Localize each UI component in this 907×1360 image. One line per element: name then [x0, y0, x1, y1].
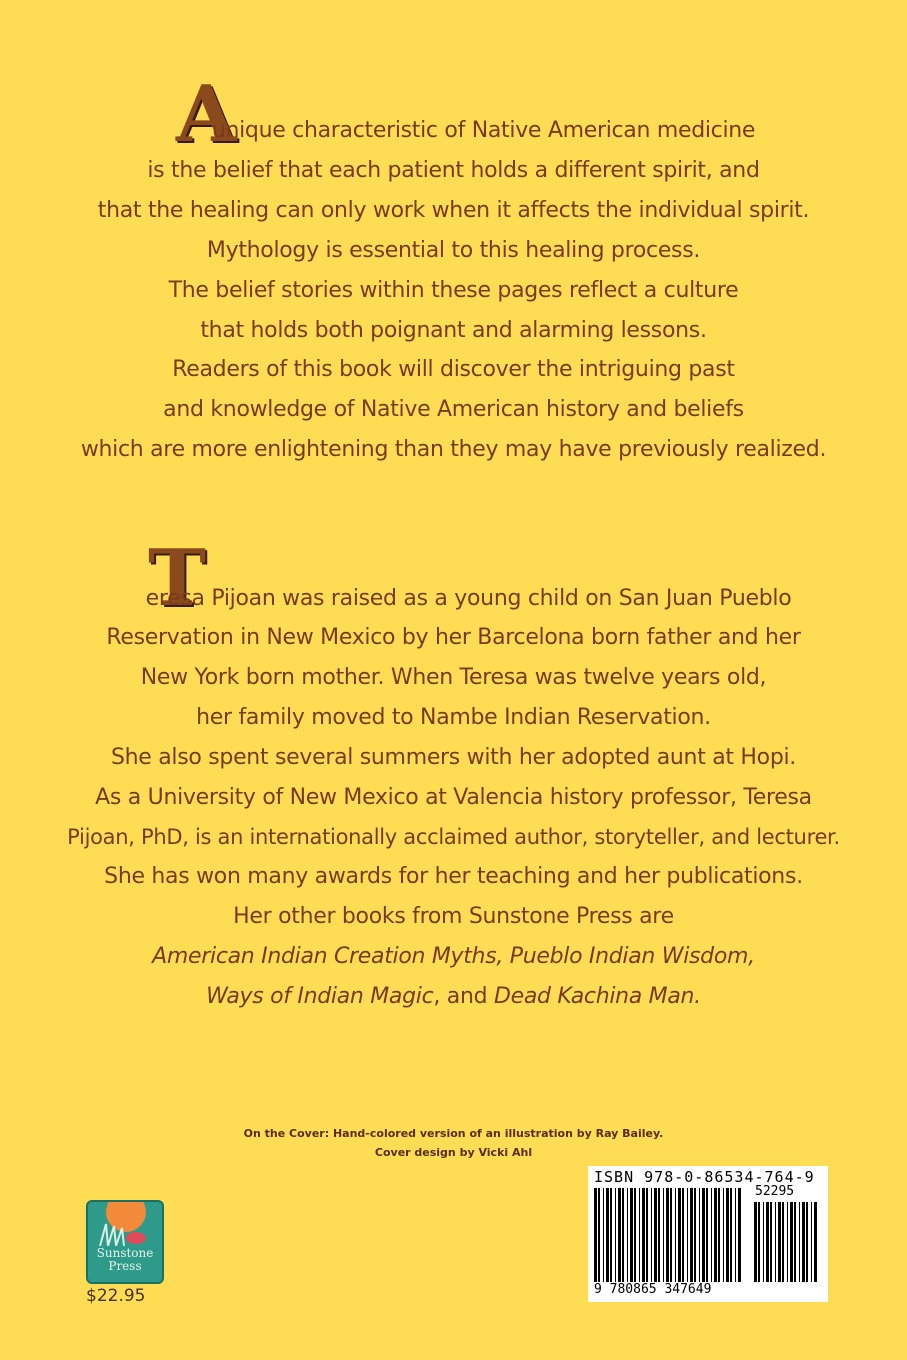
barcode-bar: [663, 1188, 664, 1282]
bio-line-1: eresa Pijoan was raised as a young child on San Juan Pueblo: [145, 586, 792, 611]
barcode-bar: [627, 1188, 628, 1282]
barcode-bar: [790, 1202, 793, 1282]
books-line-2: [0, 983, 907, 1011]
barcode-bar: [763, 1202, 764, 1282]
barcode-bar: [714, 1188, 717, 1282]
barcode-bar: [718, 1188, 720, 1282]
bio-line-9: Her other books from Sunstone Press are: [233, 904, 674, 929]
blurb-line-7: Readers of this book will discover the intriguing past: [172, 357, 735, 382]
bio-line-6: As a University of New Mexico at Valencia history professor, Teresa: [95, 785, 812, 810]
barcode-addon-number: 52295: [755, 1184, 795, 1199]
barcode-bar: [618, 1188, 621, 1282]
ean-number: 9 780865 347649: [594, 1282, 712, 1297]
barcode-bar: [794, 1202, 796, 1282]
barcode-bar: [735, 1188, 736, 1282]
blurb-line-2: is the belief that each patient holds a different spirit, and: [147, 158, 760, 183]
barcode-bar: [694, 1188, 696, 1282]
barcode-bar: [690, 1188, 693, 1282]
bio-dropcap: T: [148, 533, 207, 624]
barcode-bar: [598, 1188, 600, 1282]
blurb-line-5: The belief stories within these pages reflect a culture: [168, 278, 739, 303]
barcode-bar: [642, 1188, 645, 1282]
book-title-kachina: Dead Kachina Man.: [493, 984, 701, 1009]
barcode-bar: [687, 1188, 688, 1282]
bio-line-2: Reservation in New Mexico by her Barcelona born father and her: [106, 625, 801, 650]
barcode-bar: [666, 1188, 669, 1282]
barcode-bar: [651, 1188, 652, 1282]
barcode-addon-bars: [754, 1202, 820, 1282]
barcode-bar: [682, 1188, 684, 1282]
bio-line-5: She also spent several summers with her adopted aunt at Hopi.: [111, 745, 796, 770]
barcode-bar: [603, 1188, 604, 1282]
barcode-bar: [670, 1188, 672, 1282]
barcode-bar: [806, 1202, 808, 1282]
barcode-bar: [630, 1188, 633, 1282]
barcode-bar: [778, 1202, 781, 1282]
books-conjunction: , and: [433, 984, 494, 1009]
sunstone-press-logo: [86, 1200, 164, 1284]
barcode-bar: [702, 1188, 705, 1282]
barcode-bar: [622, 1188, 624, 1282]
barcode-bar: [654, 1188, 657, 1282]
barcode-bars: [594, 1188, 746, 1282]
barcode-bar: [610, 1188, 612, 1282]
barcode-bar: [634, 1188, 636, 1282]
bio-line-8: She has won many awards for her teaching and her publications.: [104, 864, 803, 889]
barcode-bar: [730, 1188, 732, 1282]
barcode-bar: [658, 1188, 660, 1282]
barcode-bar: [770, 1202, 772, 1282]
barcode-bar: [787, 1202, 788, 1282]
isbn-text: ISBN 978-0-86534-764-9: [594, 1168, 815, 1186]
barcode-bar: [699, 1188, 700, 1282]
barcode-bar: [814, 1202, 817, 1282]
barcode-bar: [782, 1202, 784, 1282]
publisher-name-line2: Press: [108, 1259, 142, 1273]
blurb-line-8: and knowledge of Native American history and beliefs: [163, 397, 744, 422]
blurb-line-4: Mythology is essential to this healing process.: [206, 238, 701, 263]
barcode-bar: [738, 1188, 741, 1282]
blurb-line-3: that the healing can only work when it affects the individual spirit.: [97, 198, 810, 223]
books-line-1: [0, 943, 907, 971]
barcode-bar: [646, 1188, 648, 1282]
blurb-line-1: unique characteristic of Native American medicine: [211, 118, 756, 143]
barcode-bar: [726, 1188, 729, 1282]
publisher-name: [88, 1247, 162, 1273]
cover-credit: On the Cover: Hand-colored version of an illustration by Ray Bailey.: [243, 1127, 664, 1140]
grass-icon: [98, 1222, 148, 1246]
barcode-bar: [758, 1202, 760, 1282]
barcode-bar: [594, 1188, 597, 1282]
barcode-bar: [678, 1188, 681, 1282]
barcode-bar: [615, 1188, 616, 1282]
blurb-dropcap: A: [176, 69, 237, 160]
barcode-bar: [606, 1188, 609, 1282]
barcode-bar: [766, 1202, 769, 1282]
barcode-bar: [706, 1188, 708, 1282]
barcode-bar: [775, 1202, 776, 1282]
price: $22.95: [86, 1286, 146, 1306]
barcode-bar: [711, 1188, 712, 1282]
book-titles-1: American Indian Creation Myths, Pueblo Indian Wisdom,: [152, 944, 755, 969]
barcode-bar: [802, 1202, 805, 1282]
barcode-bar: [811, 1202, 812, 1282]
barcode-bar: [639, 1188, 640, 1282]
publisher-name-line1: Sunstone: [96, 1246, 154, 1260]
barcode-bar: [754, 1202, 757, 1282]
barcode-bar: [723, 1188, 724, 1282]
barcode-bar: [799, 1202, 800, 1282]
bio-line-3: New York born mother. When Teresa was twelve years old,: [140, 665, 767, 690]
bio-line-4: her family moved to Nambe Indian Reservation.: [196, 705, 711, 730]
design-credit: Cover design by Vicki Ahl: [374, 1146, 533, 1159]
bio-line-7: Pijoan, PhD, is an internationally acclaimed author, storyteller, and lecturer.: [67, 825, 840, 849]
barcode: [588, 1166, 828, 1302]
blurb-line-6: that holds both poignant and alarming lessons.: [200, 318, 707, 343]
blurb-line-9: which are more enlightening than they may have previously realized.: [80, 437, 827, 462]
book-title-magic: Ways of Indian Magic: [206, 984, 434, 1009]
barcode-bar: [675, 1188, 676, 1282]
